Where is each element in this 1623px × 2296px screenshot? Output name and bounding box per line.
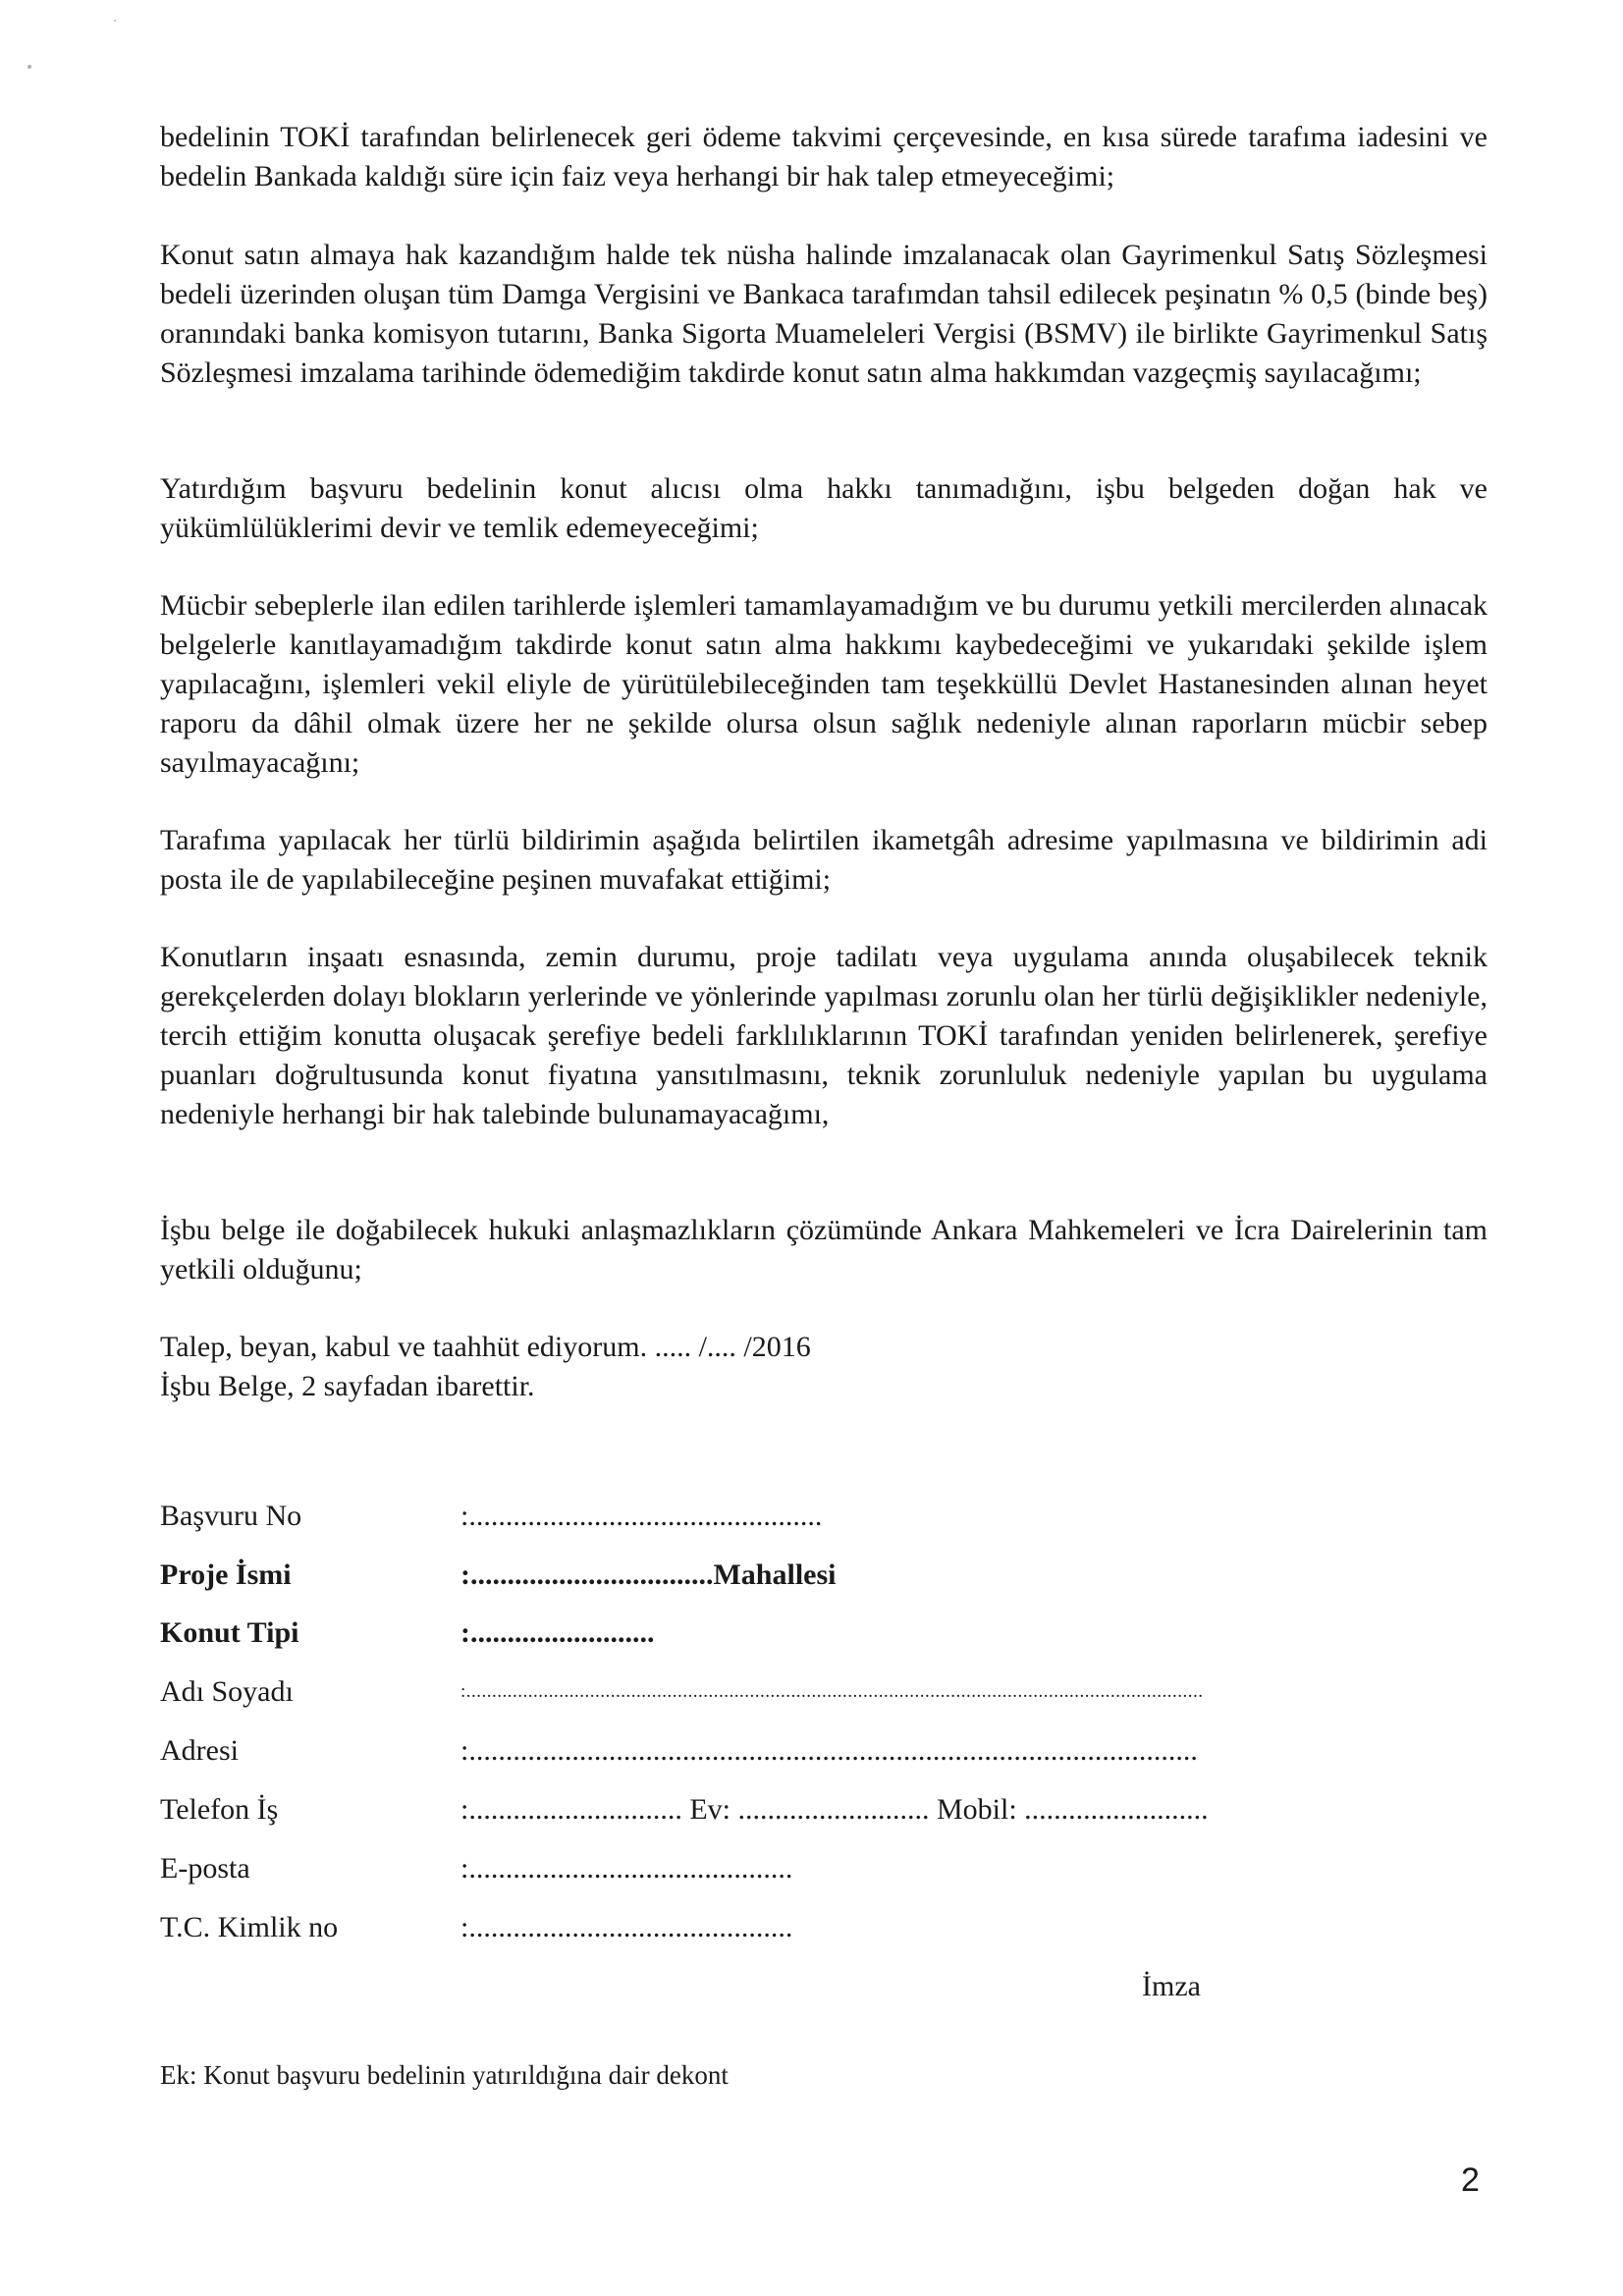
declaration-date-line: Talep, beyan, kabul ve taahhüt ediyorum. ..... /.... /2016	[160, 1331, 811, 1363]
paragraph-stamp-duty: Konut satın almaya hak kazandığım halde tek nüsha halinde imzalanacak olan Gayrimenkul Satış Sözleşmesi bedeli üzerinden oluşan tüm Damga Vergisini ve Bankaca tarafımdan tahsil edilecek peşinatın % 0,5 (binde beş) oranındaki banka komisyon tutarını, Banka Sigorta Muameleleri Vergisi (BSMV) ile birlikte Gayrimenkul Satış Sözleşmesi imzalama tarihinde ödemediğim takdirde konut satın alma hakkımdan vazgeçmiş sayılacağımı;	[160, 239, 1488, 389]
form-label-tc-kimlik: T.C. Kimlik no	[160, 1911, 339, 1943]
form-label-konut-tipi: Konut Tipi	[160, 1616, 299, 1649]
page-number: 2	[1461, 2161, 1480, 2199]
form-field-eposta[interactable]: :............................................	[460, 1852, 793, 1885]
form-field-proje-ismi[interactable]: :.................................Mahallesi	[460, 1558, 837, 1591]
attachment-note: Ek: Konut başvuru bedelinin yatırıldığına dair dekont	[160, 2060, 729, 2090]
form-row-adi-soyadi	[160, 1670, 1436, 1714]
form-row-tc-kimlik	[160, 1906, 1436, 1949]
form-label-adi-soyadi: Adı Soyadı	[160, 1675, 294, 1708]
form-field-adi-soyadi[interactable]: :...............................................................................................................................................	[460, 1681, 1204, 1702]
form-label-eposta: E-posta	[160, 1852, 250, 1885]
form-label-telefon: Telefon İş	[160, 1793, 279, 1826]
scan-speck	[27, 65, 31, 69]
form-row-proje-ismi	[160, 1554, 1436, 1597]
form-label-basvuru-no: Başvuru No	[160, 1500, 302, 1532]
form-row-telefon	[160, 1788, 1436, 1831]
form-field-adresi[interactable]: :...................................................................................................	[460, 1734, 1198, 1767]
paragraph-jurisdiction: İşbu belge ile doğabilecek hukuki anlaşmazlıkların çözümünde Ankara Mahkemeleri ve İcra Dairelerinin tam yetkili olduğunu;	[160, 1214, 1488, 1285]
scan-speck	[114, 20, 116, 22]
form-field-konut-tipi[interactable]: :.........................	[460, 1616, 655, 1649]
form-row-konut-tipi	[160, 1612, 1436, 1655]
form-row-eposta	[160, 1847, 1436, 1890]
page-count-line: İşbu Belge, 2 sayfadan ibarettir.	[160, 1370, 535, 1402]
form-field-telefon[interactable]: :............................. Ev: .......................... Mobil: .........................	[460, 1793, 1209, 1826]
form-field-tc-kimlik[interactable]: :............................................	[460, 1911, 793, 1943]
form-row-basvuru-no	[160, 1495, 1436, 1538]
paragraph-application-fee: Yatırdığım başvuru bedelinin konut alıcısı olma hakkı tanımadığını, işbu belgeden doğan hak ve yükümlülüklerimi devir ve temlik edemeyeceğimi;	[160, 472, 1488, 544]
form-field-basvuru-no[interactable]: :................................................	[460, 1500, 823, 1532]
paragraph-construction-changes: Konutların inşaatı esnasında, zemin durumu, proje tadilatı veya uygulama anında oluşabilecek teknik gerekçelerden dolayı blokların yerlerinde ve yönlerinde yapılması zorunlu olan her türlü değişiklikler nedeniyle, tercih ettiğim konutta oluşacak şerefiye bedeli farklılıklarının TOKİ tarafından yeniden belirlenerek, şerefiye puanları doğrultusunda konut fiyatına yansıtılmasını, teknik zorunluluk nedeniyle yapılan bu uygulama nedeniyle herhangi bir hak talebinde bulunamayacağımı,	[160, 941, 1488, 1130]
paragraph-force-majeure: Mücbir sebeplerle ilan edilen tarihlerde işlemleri tamamlayamadığım ve bu durumu yetkili mercilerden alınacak belgelerle kanıtlayamadığım takdirde konut satın alma hakkımı kaybedeceğimi ve yukarıdaki şekilde işlem yapılacağını, işlemleri vekil eliyle de yürütülebileceğinden tam teşekküllü Devlet Hastanesinden alınan heyet raporu da dâhil olmak üzere her ne şekilde olursa olsun sağlık nedeniyle alınan raporların mücbir sebep sayılmayacağını;	[160, 589, 1488, 779]
form-row-adresi	[160, 1729, 1436, 1773]
paragraph-refund-terms: bedelinin TOKİ tarafından belirlenecek geri ödeme takvimi çerçevesinde, en kısa sürede tarafıma iadesini ve bedelin Bankada kaldığı süre için faiz veya herhangi bir hak talep etmeyeceğimi;	[160, 121, 1488, 192]
form-label-proje-ismi: Proje İsmi	[160, 1558, 292, 1591]
form-label-adresi: Adresi	[160, 1734, 239, 1767]
signature-label: İmza	[1142, 1970, 1201, 2002]
paragraph-notification: Tarafıma yapılacak her türlü bildirimin aşağıda belirtilen ikametgâh adresime yapılmasına ve bildirimin adi posta ile de yapılabileceğine peşinen muvafakat ettiğimi;	[160, 824, 1488, 896]
